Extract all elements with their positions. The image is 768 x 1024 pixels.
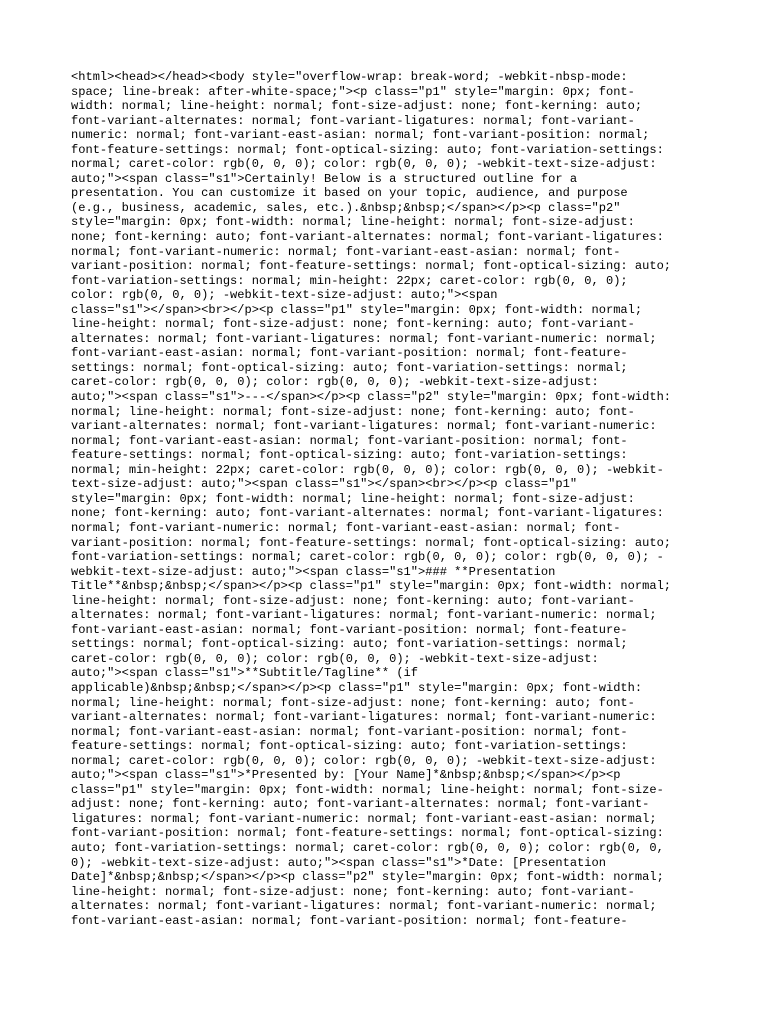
text-line: line-height: normal; font-size-adjust: none; font-kerning: auto; font-variant- <box>71 884 635 899</box>
text-line: normal; caret-color: rgb(0, 0, 0); color: rgb(0, 0, 0); -webkit-text-size-adjust: <box>71 157 657 172</box>
text-line: numeric: normal; font-variant-east-asian: normal; font-variant-position: normal; <box>71 128 650 143</box>
text-line: settings: normal; font-optical-sizing: auto; font-variation-settings: normal; <box>71 360 628 375</box>
text-line: font-variation-settings: normal; min-height: 22px; caret-color: rgb(0, 0, 0); <box>71 273 628 288</box>
text-line: class="s1"></span><br></p><p class="p1" style="margin: 0px; font-width: normal; <box>71 302 643 317</box>
text-line: text-size-adjust: auto;"><span class="s1"></span><br></p><p class="p1" <box>71 477 578 492</box>
text-line: none; font-kerning: auto; font-variant-alternates: normal; font-variant-ligatures: <box>71 506 664 521</box>
text-line: space; line-break: after-white-space;"><p class="p1" style="margin: 0px; font- <box>71 84 635 99</box>
text-line: ligatures: normal; font-variant-numeric: normal; font-variant-east-asian: normal; <box>71 811 657 826</box>
text-line: style="margin: 0px; font-width: normal; line-height: normal; font-size-adjust: <box>71 491 635 506</box>
text-line: webkit-text-size-adjust: auto;"><span class="s1">### **Presentation <box>71 564 556 579</box>
text-line: font-variant-position: normal; font-feature-settings: normal; font-optical-sizing: <box>71 826 664 841</box>
text-line: font-feature-settings: normal; font-optical-sizing: auto; font-variation-settings: <box>71 142 664 157</box>
text-line: presentation. You can customize it based on your topic, audience, and purpose <box>71 186 628 201</box>
text-line: Date]*&nbsp;&nbsp;</span></p><p class="p2" style="margin: 0px; font-width: normal; <box>71 870 664 885</box>
text-line: none; font-kerning: auto; font-variant-alternates: normal; font-variant-ligatures: <box>71 230 664 245</box>
text-line: line-height: normal; font-size-adjust: none; font-kerning: auto; font-variant- <box>71 317 635 332</box>
text-line: font-variant-east-asian: normal; font-variant-position: normal; font-feature- <box>71 346 628 361</box>
text-line: class="p1" style="margin: 0px; font-width: normal; line-height: normal; font-size- <box>71 782 664 797</box>
text-line: font-variant-east-asian: normal; font-variant-position: normal; font-feature- <box>71 913 628 928</box>
text-line: alternates: normal; font-variant-ligatures: normal; font-variant-numeric: normal; <box>71 899 657 914</box>
text-line: Title**&nbsp;&nbsp;</span></p><p class="p1" style="margin: 0px; font-width: normal; <box>71 579 672 594</box>
html-source-text <box>71 70 761 928</box>
text-line: normal; font-variant-east-asian: normal; font-variant-position: normal; font- <box>71 724 628 739</box>
text-line: caret-color: rgb(0, 0, 0); color: rgb(0, 0, 0); -webkit-text-size-adjust: <box>71 375 599 390</box>
text-line: width: normal; line-height: normal; font-size-adjust: none; font-kerning: auto; <box>71 99 643 114</box>
text-line: variant-position: normal; font-feature-settings: normal; font-optical-sizing: auto; <box>71 535 672 550</box>
text-line: normal; line-height: normal; font-size-adjust: none; font-kerning: auto; font- <box>71 404 635 419</box>
text-line: line-height: normal; font-size-adjust: none; font-kerning: auto; font-variant- <box>71 593 635 608</box>
text-line: font-variant-east-asian: normal; font-variant-position: normal; font-feature- <box>71 622 628 637</box>
text-line: alternates: normal; font-variant-ligatures: normal; font-variant-numeric: normal; <box>71 331 657 346</box>
text-line: variant-alternates: normal; font-variant-ligatures: normal; font-variant-numeric: <box>71 419 657 434</box>
text-line: feature-settings: normal; font-optical-sizing: auto; font-variation-settings: <box>71 448 628 463</box>
text-line: normal; min-height: 22px; caret-color: rgb(0, 0, 0); color: rgb(0, 0, 0); -webkit- <box>71 462 664 477</box>
text-line: font-variant-alternates: normal; font-variant-ligatures: normal; font-variant- <box>71 113 635 128</box>
text-line: variant-alternates: normal; font-variant-ligatures: normal; font-variant-numeric: <box>71 710 657 725</box>
text-line: normal; caret-color: rgb(0, 0, 0); color: rgb(0, 0, 0); -webkit-text-size-adjust: <box>71 753 657 768</box>
text-line: alternates: normal; font-variant-ligatures: normal; font-variant-numeric: normal; <box>71 608 657 623</box>
text-line: font-variation-settings: normal; caret-color: rgb(0, 0, 0); color: rgb(0, 0, 0); - <box>71 550 664 565</box>
text-line: variant-position: normal; font-feature-settings: normal; font-optical-sizing: auto; <box>71 259 672 274</box>
text-line: feature-settings: normal; font-optical-sizing: auto; font-variation-settings: <box>71 739 628 754</box>
text-line: <html><head></head><body style="overflow-wrap: break-word; -webkit-nbsp-mode: <box>71 70 628 84</box>
text-line: auto;"><span class="s1">**Subtitle/Tagline** (if <box>71 666 419 681</box>
text-line: normal; font-variant-numeric: normal; font-variant-east-asian: normal; font- <box>71 244 621 259</box>
text-line: applicable)&nbsp;&nbsp;</span></p><p class="p1" style="margin: 0px; font-width: <box>71 680 643 695</box>
text-line: auto;"><span class="s1">*Presented by: [Your Name]*&nbsp;&nbsp;</span></p><p <box>71 768 621 783</box>
text-line: caret-color: rgb(0, 0, 0); color: rgb(0, 0, 0); -webkit-text-size-adjust: <box>71 651 599 666</box>
text-line: normal; font-variant-east-asian: normal; font-variant-position: normal; font- <box>71 433 628 448</box>
text-line: normal; line-height: normal; font-size-adjust: none; font-kerning: auto; font- <box>71 695 635 710</box>
text-line: adjust: none; font-kerning: auto; font-variant-alternates: normal; font-variant- <box>71 797 650 812</box>
text-line: 0); -webkit-text-size-adjust: auto;"><span class="s1">*Date: [Presentation <box>71 855 606 870</box>
text-line: auto; font-variation-settings: normal; caret-color: rgb(0, 0, 0); color: rgb(0, 0, <box>71 840 664 855</box>
text-line: style="margin: 0px; font-width: normal; line-height: normal; font-size-adjust: <box>71 215 635 230</box>
text-line: normal; font-variant-numeric: normal; font-variant-east-asian: normal; font- <box>71 520 621 535</box>
text-line: auto;"><span class="s1">Certainly! Below is a structured outline for a <box>71 171 578 186</box>
text-line: settings: normal; font-optical-sizing: auto; font-variation-settings: normal; <box>71 637 628 652</box>
text-line: color: rgb(0, 0, 0); -webkit-text-size-adjust: auto;"><span <box>71 288 498 303</box>
text-line: auto;"><span class="s1">---</span></p><p class="p2" style="margin: 0px; font-width: <box>71 390 672 405</box>
text-line: (e.g., business, academic, sales, etc.).&nbsp;&nbsp;</span></p><p class="p2" <box>71 200 621 215</box>
